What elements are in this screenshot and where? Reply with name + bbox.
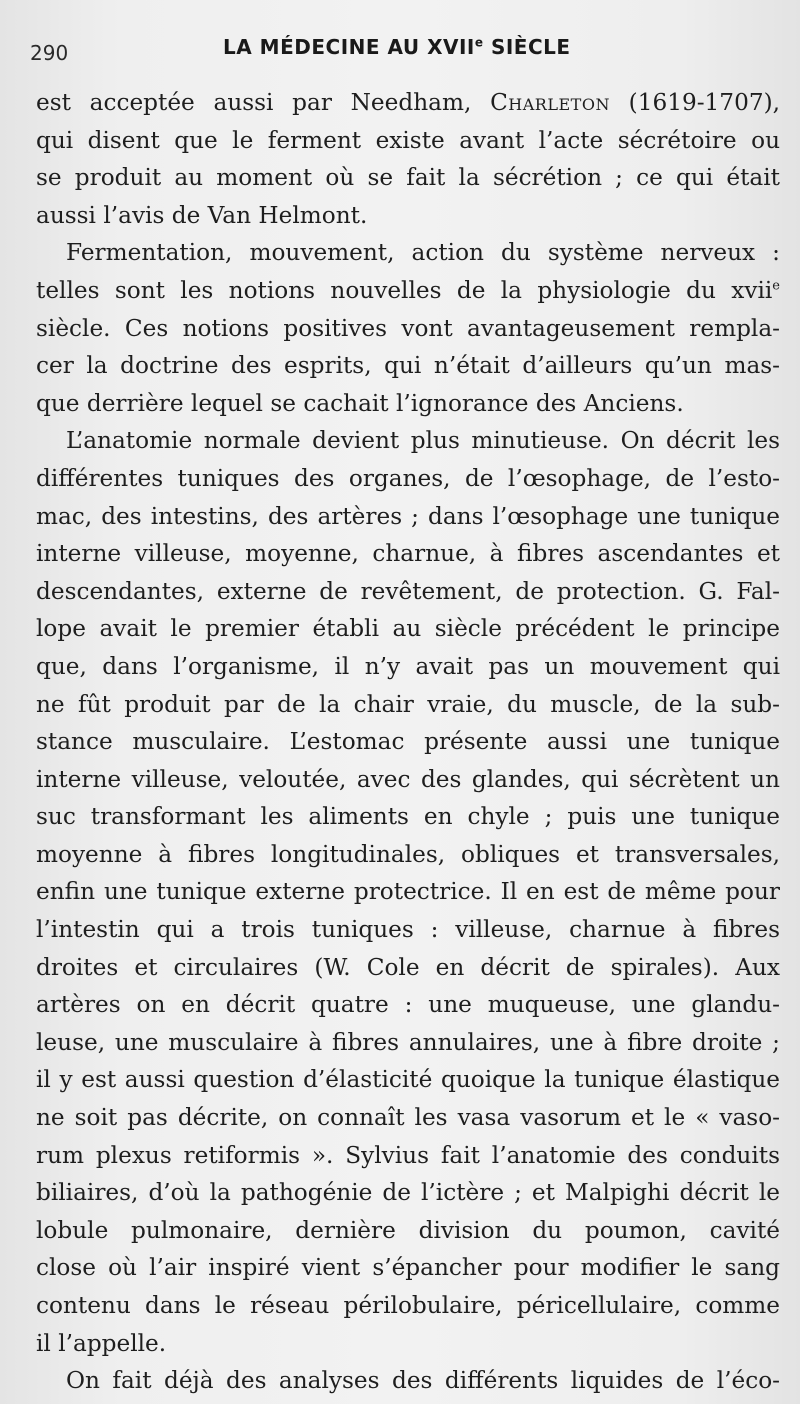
- text-line: aussi l’avis de Van Helmont.: [36, 201, 368, 229]
- text-line: On fait déjà des analyses des différents liquides de l’éco-: [66, 1367, 780, 1395]
- text-line: se produit au moment où se fait la sécrétion ; ce qui était: [36, 164, 780, 192]
- text-line: lope avait le premier établi au siècle précédent le principe: [36, 615, 780, 643]
- text-line: mac, des intestins, des artères ; dans l’œsophage une tunique: [36, 502, 780, 530]
- text-line: biliaires, d’où la pathogénie de l’ictère ; et Malpighi décrit le: [36, 1179, 780, 1207]
- running-head: [30, 33, 770, 69]
- text-line: droites et circulaires (W. Cole en décrit de spirales). Aux: [36, 953, 780, 981]
- text-line: siècle. Ces notions positives vont avantageusement rempla-: [36, 314, 780, 342]
- text-line: [36, 84, 780, 122]
- text-line: close où l’air inspiré vient s’épancher pour modifier le sang: [36, 1254, 780, 1282]
- text-line: rum plexus retiformis ». Sylvius fait l’anatomie des conduits: [36, 1141, 780, 1169]
- text-line: cer la doctrine des esprits, qui n’était d’ailleurs qu’un mas-: [36, 352, 780, 380]
- text-line: Fermentation, mouvement, action du système nerveux :: [66, 239, 780, 267]
- text-line: qui disent que le ferment existe avant l’acte sécrétoire ou: [36, 126, 780, 154]
- text-line: leuse, une musculaire à fibres annulaires, une à fibre droite ;: [36, 1028, 780, 1056]
- text-line: il y est aussi question d’élasticité quoique la tunique élastique: [36, 1066, 780, 1094]
- text-line: descendantes, externe de revêtement, de protection. G. Fal-: [36, 577, 780, 605]
- author-dates: (1619-1707),: [609, 89, 780, 116]
- page-number: 290: [30, 41, 69, 65]
- text-line: moyenne à fibres longitudinales, obliques et transversales,: [36, 840, 780, 868]
- century-superscript: e: [772, 278, 780, 294]
- text-line: que, dans l’organisme, il n’y avait pas un mouvement qui: [36, 652, 780, 680]
- body-text: [36, 84, 780, 1400]
- author-name-charleton: Charleton: [490, 89, 610, 116]
- running-title-main: LA MÉDECINE AU XVII: [223, 35, 475, 59]
- text-line: que derrière lequel se cachait l’ignorance des Anciens.: [36, 389, 684, 417]
- text-line: [36, 272, 780, 310]
- text-line-part: telles sont les notions nouvelles de la physiologie du xvii: [36, 276, 773, 304]
- text-line: il l’appelle.: [36, 1329, 167, 1357]
- running-title: [223, 35, 571, 59]
- text-line: suc transformant les aliments en chyle ; puis une tunique: [36, 803, 780, 831]
- text-line: ne fût produit par de la chair vraie, du muscle, de la sub-: [36, 690, 780, 718]
- running-title-end: SIÈCLE: [483, 35, 571, 59]
- text-line: lobule pulmonaire, dernière division du poumon, cavité: [36, 1216, 780, 1244]
- text-line: l’intestin qui a trois tuniques : villeuse, charnue à fibres: [36, 916, 780, 944]
- text-line: stance musculaire. L’estomac présente aussi une tunique: [36, 728, 780, 756]
- running-title-sup: e: [474, 35, 484, 50]
- text-line: ne soit pas décrite, on connaît les vasa vasorum et le « vaso-: [36, 1104, 780, 1132]
- text-line: contenu dans le réseau périlobulaire, péricellulaire, comme: [36, 1292, 780, 1319]
- text-line: enfin une tunique externe protectrice. Il en est de même pour: [36, 878, 780, 906]
- text-line: différentes tuniques des organes, de l’œsophage, de l’esto-: [36, 464, 780, 492]
- text-line: interne villeuse, moyenne, charnue, à fibres ascendantes et: [36, 540, 780, 568]
- text-line: artères on en décrit quatre : une muqueuse, une glandu-: [36, 991, 780, 1019]
- text-line-part: est acceptée aussi par Needham,: [36, 89, 491, 116]
- text-line: L’anatomie normale devient plus minutieuse. On décrit les: [66, 427, 780, 455]
- text-line: interne villeuse, veloutée, avec des glandes, qui sécrètent un: [36, 765, 780, 793]
